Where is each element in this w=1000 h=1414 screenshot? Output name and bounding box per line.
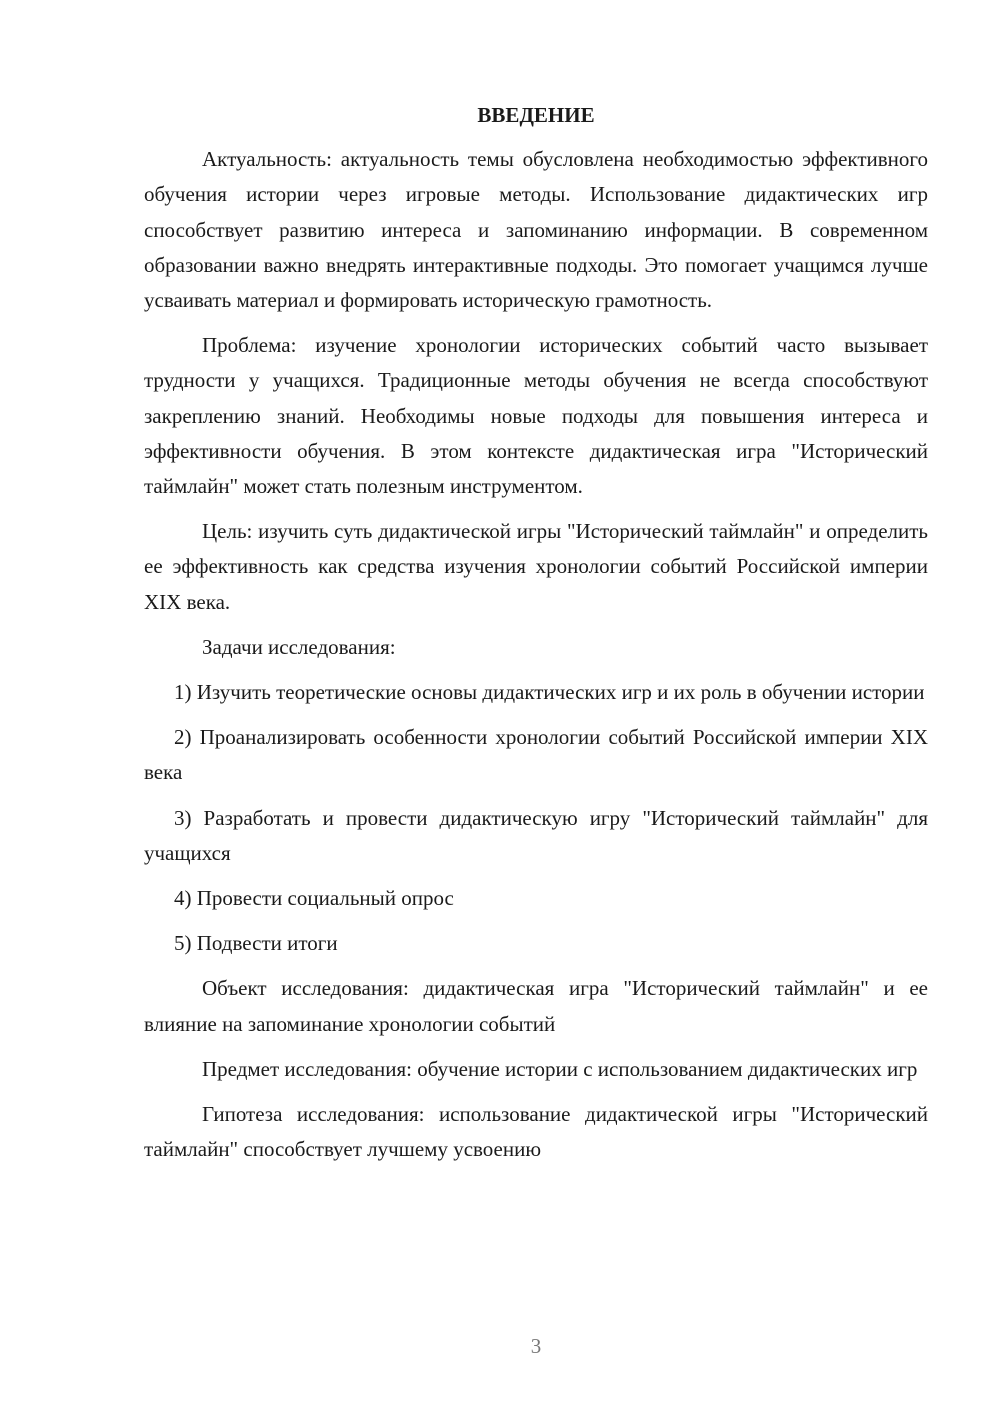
paragraph-tasks-title: Задачи исследования: <box>202 634 396 659</box>
page-content <box>144 98 928 1177</box>
task-item-3: 3) Разработать и провести дидактическую игру "Исторический таймлайн" для учащихся <box>144 805 928 865</box>
task-item-2: 2) Проанализировать особенности хронологии событий Российской империи XIX века <box>144 725 928 785</box>
task-item-4: 4) Провести социальный опрос <box>174 886 454 911</box>
task-item-5: 5) Подвести итоги <box>174 931 338 956</box>
paragraph-problem: Проблема: изучение хронологии исторических событий часто вызывает трудности у учащихся. Традиционные методы обучения не всегда способствуют закреплению знаний. Необходимы новые подходы для повышения интереса и эффективности обучения. В этом контексте дидактическая игра "Исторический таймлайн" может стать полезным инструментом. <box>144 333 928 499</box>
page-number: 3 <box>530 1334 542 1358</box>
paragraph-goal: Цель: изучить суть дидактической игры "Исторический таймлайн" и определить ее эффективность как средства изучения хронологии событий Российской империи XIX века. <box>144 519 928 614</box>
paragraph-subject: Предмет исследования: обучение истории с использованием дидактических игр <box>202 1056 918 1081</box>
task-item-1: 1) Изучить теоретические основы дидактических игр и их роль в обучении истории <box>174 680 925 705</box>
paragraph-relevance: Актуальность: актуальность темы обусловлена необходимостью эффективного обучения истории через игровые методы. Использование дидактических игр способствует развитию интереса и запоминанию информации. В современном образовании важно внедрять интерактивные подходы. Это помогает учащимся лучше усваивать материал и формировать историческую грамотность. <box>144 147 928 313</box>
paragraph-hypothesis: Гипотеза исследования: использование дидактической игры "Исторический таймлайн" способствует лучшему усвоению <box>144 1102 928 1162</box>
paragraph-object: Объект исследования: дидактическая игра "Исторический таймлайн" и ее влияние на запоминание хронологии событий <box>144 976 928 1036</box>
section-heading: ВВЕДЕНИЕ <box>477 103 595 127</box>
